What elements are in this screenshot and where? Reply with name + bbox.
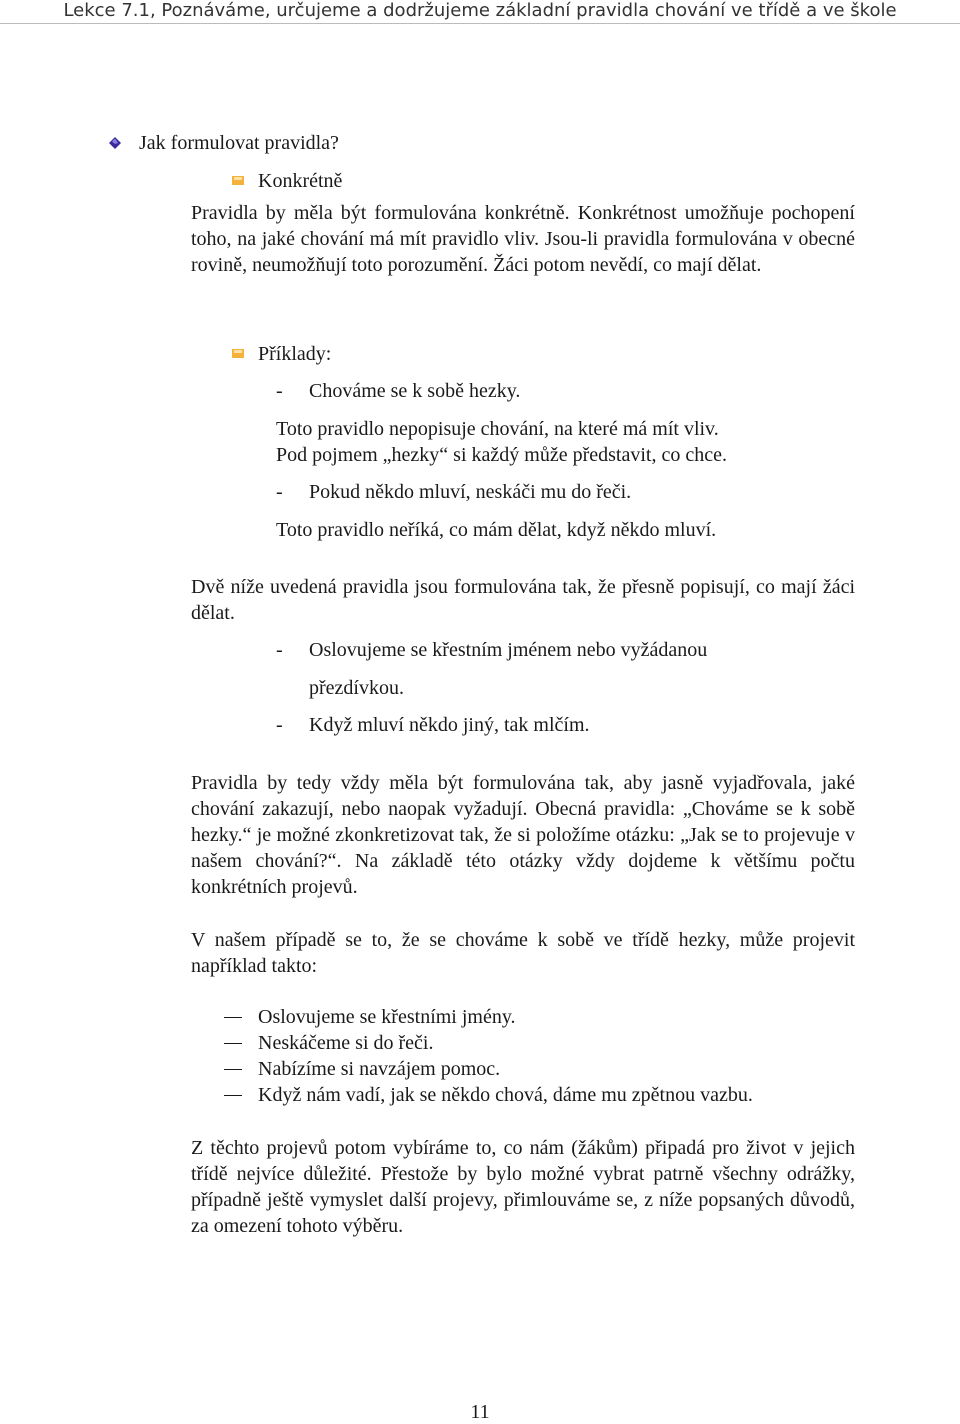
concrete-heading: Konkrétně [258,170,343,192]
bad-rule-2-comment: Toto pravidlo neříká, co mám dělat, když někdo mluví. [276,519,717,541]
dash-marker: - [276,714,283,736]
good-rule-2: Když mluví někdo jiný, tak mlčím. [309,714,590,736]
case-paragraph: V našem případě se to, že se chováme k sobě ve třídě hezky, může projevit například takto: [191,929,855,977]
dash-marker: - [276,481,283,503]
bad-rule-2: Pokud někdo mluví, neskáči mu do řeči. [309,481,632,503]
square-bullet-icon [231,174,245,186]
page-number: 11 [470,1401,490,1423]
list-dash [224,1043,242,1044]
examples-heading: Příklady: [258,343,332,365]
section-heading: Jak formulovat pravidla? [139,132,339,154]
square-bullet-icon [231,347,245,359]
good-rule-1-line-2: přezdívkou. [309,677,404,699]
list-item: Když nám vadí, jak se někdo chová, dáme mu zpětnou vazbu. [258,1084,753,1106]
good-rules-intro: Dvě níže uvedená pravidla jsou formulována tak, že přesně popisují, co mají žáci dělat. [191,576,855,624]
summary-paragraph: Pravidla by tedy vždy měla být formulována tak, aby jasně vyjadřovala, jaké chování zakazují, nebo naopak vyžadují. Obecná pravidla: „Chováme se k sobě hezky.“ je možné zkonkretizovat tak, že si položíme otázku: „Jak se to projevuje v našem chování?“. Na základě této otázky vždy dojdeme k většímu počtu konkrétních projevů. [191,772,855,898]
list-dash [224,1017,242,1018]
dash-marker: - [276,380,283,402]
bad-rule-1-comment-line-2: Pod pojmem „hezky“ si každý může představit, co chce. [276,444,727,466]
good-rule-1-line-1: Oslovujeme se křestním jménem nebo vyžádanou [309,639,708,661]
list-dash [224,1069,242,1070]
list-item: Neskáčeme si do řeči. [258,1032,434,1054]
list-item: Oslovujeme se křestními jmény. [258,1006,516,1028]
bad-rule-1-comment-line-1: Toto pravidlo nepopisuje chování, na které má mít vliv. [276,418,719,440]
dash-marker: - [276,639,283,661]
list-dash [224,1095,242,1096]
diamond-bullet-icon [109,137,121,149]
final-paragraph: Z těchto projevů potom vybíráme to, co nám (žákům) připadá pro život v jejich třídě nejvíce důležité. Přestože by bylo možné vybrat patrně všechny odrážky, případně ještě vymyslet další projevy, přimlouváme se, z níže popsaných důvodů, za omezení tohoto výběru. [191,1137,855,1237]
page-header: Lekce 7.1, Poznáváme, určujeme a dodržujeme základní pravidla chování ve třídě a ve škole [0,0,960,24]
list-item: Nabízíme si navzájem pomoc. [258,1058,501,1080]
concrete-paragraph: Pravidla by měla být formulována konkrétně. Konkrétnost umožňuje pochopení toho, na jaké chování má mít pravidlo vliv. Jsou-li pravidla formulována v obecné rovině, neumožňují toto porozumění. Žáci potom nevědí, co mají dělat. [191,202,855,276]
bad-rule-1: Chováme se k sobě hezky. [309,380,521,402]
